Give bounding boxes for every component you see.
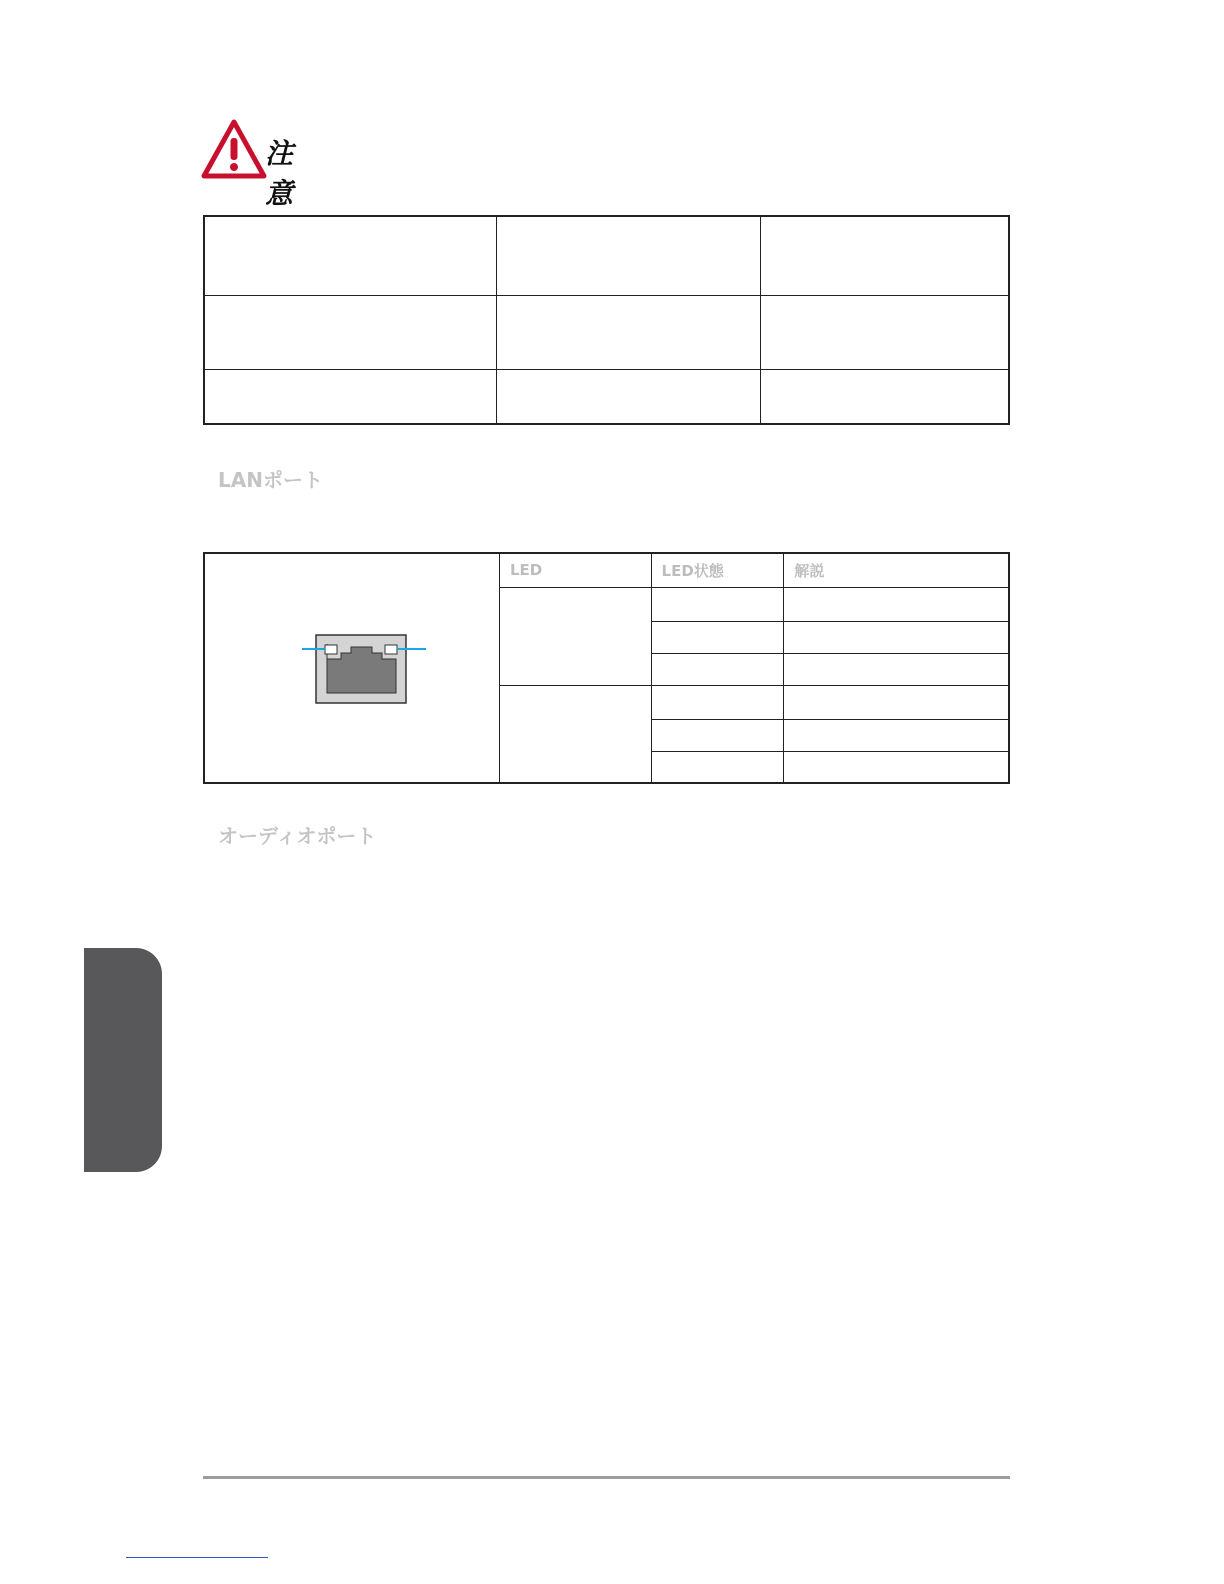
table-row (204, 369, 1009, 424)
lan-port-heading: LANポート (218, 468, 323, 492)
column-header-led-status: LED状態 (651, 553, 784, 587)
table-cell (204, 369, 496, 424)
side-chapter-tab (84, 948, 162, 1172)
led-status-cell (651, 719, 784, 751)
lan-led-table (203, 552, 1010, 784)
footer-rule (203, 1476, 1010, 1479)
table-cell (496, 369, 760, 424)
table-cell (496, 216, 760, 295)
table-cell (761, 369, 1009, 424)
column-header-description: 解説 (784, 553, 1009, 587)
led-status-cell (651, 653, 784, 685)
column-header-led: LED (500, 553, 652, 587)
led-description-cell (784, 587, 1009, 621)
led-description-cell (784, 719, 1009, 751)
table-cell (761, 295, 1009, 369)
led-name-cell (500, 685, 652, 783)
caution-table (203, 215, 1010, 425)
table-cell (761, 216, 1009, 295)
led-description-cell (784, 621, 1009, 653)
bottom-link-underline (126, 1557, 268, 1558)
rj45-port-icon (206, 555, 498, 781)
table-cell (204, 216, 496, 295)
warning-triangle-icon (201, 118, 267, 180)
table-row (204, 295, 1009, 369)
led-name-cell (500, 587, 652, 685)
lan-port-illustration-cell (204, 553, 500, 783)
led-description-cell (784, 751, 1009, 783)
led-description-cell (784, 685, 1009, 719)
led-description-cell (784, 653, 1009, 685)
caution-label: 注意 (265, 137, 292, 210)
led-status-cell (651, 621, 784, 653)
table-row (204, 216, 1009, 295)
table-cell (496, 295, 760, 369)
table-cell (204, 295, 496, 369)
led-status-cell (651, 751, 784, 783)
table-header-row (204, 553, 1009, 587)
led-status-cell (651, 685, 784, 719)
led-status-cell (651, 587, 784, 621)
audio-port-heading: オーディオポート (218, 824, 377, 848)
